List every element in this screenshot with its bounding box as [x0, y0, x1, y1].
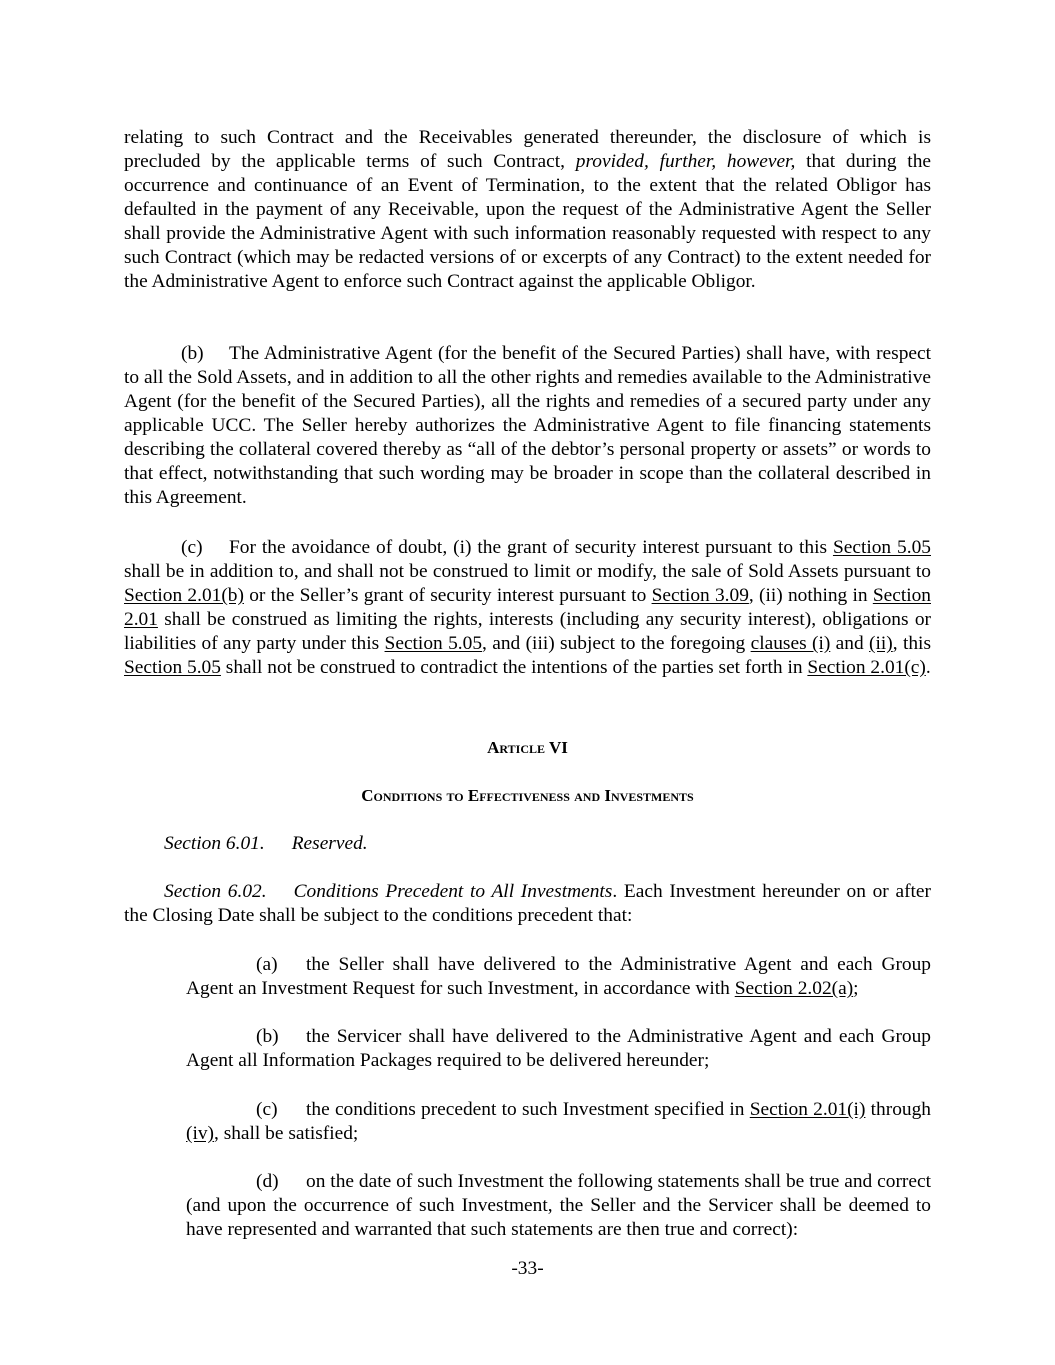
section-6-02: Section 6.02. Conditions Precedent to All Investments. Each Investment hereunder on or after the Closing Date shall be subject to the conditions precedent that: [124, 881, 931, 926]
section-reference: Section 3.09 [651, 585, 749, 606]
clause-label: (b) [181, 343, 204, 364]
section-reference: Section 2.01(b) [124, 585, 244, 606]
clause-label: (d) [256, 1171, 279, 1192]
article-heading: Article VI [487, 738, 568, 757]
section-6-01 [164, 832, 368, 856]
condition-item-d: (d) on the date of such Investment the following statements shall be true and correct (and upon the occurrence of such Investment, the Seller and the Servicer shall be deemed to have represented and warranted that such statements are then true and correct): [186, 1171, 931, 1240]
section-number: Section 6.01. [164, 833, 265, 854]
page-number: -33- [511, 1258, 544, 1279]
section-title: Reserved. [291, 833, 368, 854]
condition-item-a: (a) the Seller shall have delivered to the Administrative Agent and each Group Agent an Investment Request for such Investment, in accordance with Section 2.02(a); [186, 954, 931, 999]
paragraph-a-continuation: relating to such Contract and the Receivables generated thereunder, the disclosure of which is precluded by the applicable terms of such Contract, provided, further, however, that during the occurrence and continuance of an Event of Termination, to the extent that the related Obligor has defaulted in the payment of any Receivable, upon the request of the Administrative Agent the Seller shall provide the Administrative Agent with such information reasonably requested with respect to any such Contract (which may be redacted versions of or excerpts of any Contract) to the extent needed for the Administrative Agent to enforce such Contract against the applicable Obligor. [124, 127, 931, 292]
section-number: Section 6.02. [164, 881, 267, 902]
section-reference: Section 2.01 [124, 585, 931, 630]
condition-item-c: (c) the conditions precedent to such Investment specified in Section 2.01(i) through (iv), shall be satisfied; [186, 1099, 931, 1144]
condition-item-b: (b) the Servicer shall have delivered to the Administrative Agent and each Group Agent all Information Packages required to be delivered hereunder; [186, 1026, 931, 1071]
section-reference: Section 5.05 [124, 657, 221, 678]
clause-label: (c) [181, 537, 203, 558]
clause-reference: (iv) [186, 1123, 214, 1144]
section-reference: Section 5.05 [384, 633, 483, 654]
proviso-text: provided, further, however, [575, 151, 796, 172]
section-title: Conditions Precedent to All Investments [293, 881, 613, 902]
paragraph-c: (c) For the avoidance of doubt, (i) the grant of security interest pursuant to this Section 5.05 shall be in addition to, and shall not be construed to limit or modify, the sale of Sold Assets pursuant to Section 2.01(b) or the Seller’s grant of security interest pursuant to Section 3.09, (ii) nothing in Section 2.01 shall be construed as limiting the rights, interests (including any security interest), obligations or liabilities of any party under this Section 5.05, and (iii) subject to the foregoing clauses (i) and (ii), this Section 5.05 shall not be construed to contradict the intentions of the parties set forth in Section 2.01(c). [124, 537, 931, 678]
article-title: Conditions to Effectiveness and Investments [361, 786, 694, 805]
clause-label: (b) [256, 1026, 279, 1047]
section-reference: Section 2.02(a) [734, 978, 854, 999]
section-reference: Section 2.01(i) [749, 1099, 866, 1120]
clause-label: (c) [256, 1099, 278, 1120]
paragraph-b: (b) The Administrative Agent (for the benefit of the Secured Parties) shall have, with respect to all the Sold Assets, and in addition to all the other rights and remedies available to the Administrative Agent (for the benefit of the Secured Parties), all the rights and remedies of a secured party under any applicable UCC. The Seller hereby authorizes the Administrative Agent to file financing statements describing the collateral covered thereby as “all of the debtor’s personal property or assets” or words to that effect, notwithstanding that such wording may be broader in scope than the collateral described in this Agreement. [124, 343, 931, 508]
clause-reference: (ii) [869, 633, 893, 654]
clause-label: (a) [256, 954, 278, 975]
section-reference: Section 5.05 [832, 537, 931, 558]
clause-reference: clauses (i) [750, 633, 831, 654]
section-reference: Section 2.01(c) [807, 657, 926, 678]
